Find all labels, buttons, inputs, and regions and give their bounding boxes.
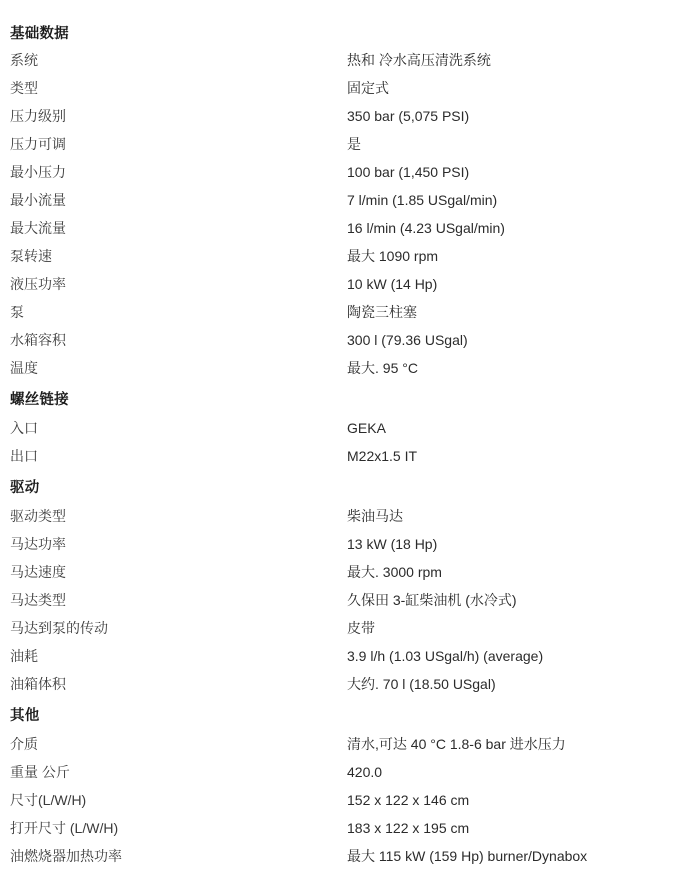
- section-title: 其他: [10, 708, 40, 724]
- section-header-row: [10, 382, 684, 414]
- spec-label: 出口: [10, 448, 38, 464]
- spec-row: [10, 102, 684, 130]
- section-header-row: [10, 18, 684, 46]
- spec-value: 16 l/min (4.23 USgal/min): [347, 220, 505, 236]
- spec-label: 马达功率: [10, 536, 66, 552]
- spec-row: [10, 558, 684, 586]
- spec-label: 马达类型: [10, 592, 66, 608]
- spec-value: 最大. 3000 rpm: [347, 564, 442, 580]
- spec-value: 350 bar (5,075 PSI): [347, 108, 470, 124]
- spec-value: 久保田 3-缸柴油机 (水冷式): [347, 592, 517, 608]
- spec-label: 类型: [10, 80, 38, 96]
- spec-value: 最大. 95 °C: [347, 360, 418, 376]
- spec-value: 柴油马达: [347, 508, 403, 524]
- spec-row: [10, 842, 684, 870]
- spec-row: [10, 730, 684, 758]
- spec-value: 420.0: [347, 764, 383, 780]
- spec-row: [10, 814, 684, 842]
- spec-label: 油箱体积: [10, 676, 66, 692]
- section-title: 基础数据: [10, 26, 69, 42]
- spec-row: [10, 270, 684, 298]
- specifications-table: [10, 18, 684, 870]
- spec-value: 大约. 70 l (18.50 USgal): [347, 676, 496, 692]
- spec-label: 油耗: [10, 648, 38, 664]
- spec-row: [10, 74, 684, 102]
- spec-value: 7 l/min (1.85 USgal/min): [347, 192, 498, 208]
- spec-label: 驱动类型: [10, 508, 66, 524]
- spec-row: [10, 326, 684, 354]
- spec-row: [10, 158, 684, 186]
- spec-row: [10, 414, 684, 442]
- spec-value: 10 kW (14 Hp): [347, 276, 438, 292]
- spec-label: 压力可调: [10, 136, 66, 152]
- spec-value: 热和 冷水高压清洗系统: [347, 52, 491, 68]
- spec-label: 最小流量: [10, 192, 66, 208]
- section-header-row: [10, 698, 684, 730]
- spec-row: [10, 242, 684, 270]
- spec-label: 最大流量: [10, 220, 66, 236]
- spec-row: [10, 442, 684, 470]
- spec-value: 13 kW (18 Hp): [347, 536, 438, 552]
- spec-row: [10, 530, 684, 558]
- spec-row: [10, 298, 684, 326]
- spec-label: 系统: [10, 52, 38, 68]
- spec-row: [10, 46, 684, 74]
- section-header-row: [10, 470, 684, 502]
- spec-label: 尺寸(L/W/H): [10, 792, 87, 808]
- spec-label: 介质: [10, 736, 38, 752]
- spec-value: 固定式: [347, 80, 389, 96]
- spec-label: 最小压力: [10, 164, 66, 180]
- spec-label: 油燃烧器加热功率: [10, 848, 122, 864]
- section-title: 驱动: [10, 480, 40, 496]
- spec-label: 打开尺寸 (L/W/H): [10, 820, 119, 836]
- spec-row: [10, 354, 684, 382]
- spec-label: 入口: [10, 420, 38, 436]
- spec-value: 152 x 122 x 146 cm: [347, 792, 470, 808]
- spec-label: 液压功率: [10, 276, 66, 292]
- section-title: 螺丝链接: [10, 392, 69, 408]
- spec-row: [10, 186, 684, 214]
- spec-row: [10, 642, 684, 670]
- spec-value: 3.9 l/h (1.03 USgal/h) (average): [347, 648, 544, 664]
- spec-value: M22x1.5 IT: [347, 448, 418, 464]
- spec-label: 泵转速: [10, 248, 52, 264]
- spec-label: 泵: [10, 304, 24, 320]
- spec-label: 温度: [10, 360, 38, 376]
- spec-label: 马达速度: [10, 564, 66, 580]
- spec-row: [10, 586, 684, 614]
- spec-value: 300 l (79.36 USgal): [347, 332, 468, 348]
- spec-value: 最大 115 kW (159 Hp) burner/Dynabox: [347, 848, 588, 864]
- spec-label: 马达到泵的传动: [10, 620, 108, 636]
- spec-row: [10, 614, 684, 642]
- spec-value: 陶瓷三柱塞: [347, 304, 417, 320]
- spec-value: 183 x 122 x 195 cm: [347, 820, 470, 836]
- spec-row: [10, 502, 684, 530]
- spec-value: GEKA: [347, 420, 386, 436]
- spec-row: [10, 670, 684, 698]
- spec-value: 最大 1090 rpm: [347, 248, 439, 264]
- spec-value: 皮带: [347, 620, 375, 636]
- spec-value: 100 bar (1,450 PSI): [347, 164, 470, 180]
- specifications-table-body: [10, 18, 684, 870]
- spec-row: [10, 130, 684, 158]
- spec-row: [10, 786, 684, 814]
- spec-value: 是: [347, 136, 361, 152]
- spec-label: 重量 公斤: [10, 764, 70, 780]
- spec-row: [10, 758, 684, 786]
- spec-label: 水箱容积: [10, 332, 66, 348]
- spec-label: 压力级别: [10, 108, 66, 124]
- spec-value: 清水,可达 40 °C 1.8-6 bar 进水压力: [347, 736, 566, 752]
- spec-row: [10, 214, 684, 242]
